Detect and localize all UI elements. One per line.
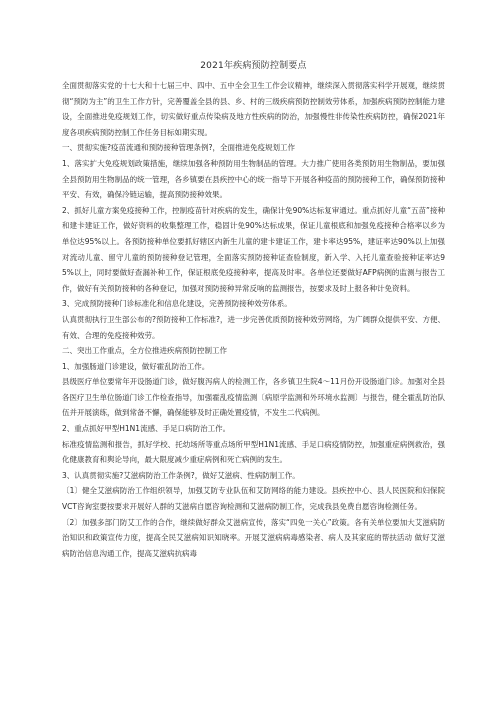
paragraph-1-1: 1、落实扩大免疫规划政策措施，继续加强各种预防用生物制品的管理。大力推广使用各类预防用生物制品，要加强全县预防用生物制品的统一管理，各乡镇要在县疾控中心的统一指导下开展各种疫苗的预防接种工作，确保预防接种平安、有效，确保冷链运输，提高预防接种效果。 [62, 158, 445, 200]
document-title: 2021年疾病预防控制要点 [200, 61, 307, 71]
paragraph-1-3: 3、完成预防接种门诊标准化和信息化建设，完善预防接种效劳体系。 [62, 299, 292, 309]
paragraph-2-2: 2、重点抓好甲型H1N1流感、手足口病防治工作。 [62, 424, 231, 434]
paragraph-1-2: 2、抓好儿童方案免疫接种工作，控制疫苗针对疾病的发生，确保计免90%达标复审通过。重点抓好儿童“五苗”接种和建卡建证工作，做好资料的收集整理工作，稳固计免90%达标成果，保证儿童根底和加强免疫接种合格率以乡为单位达95%以上。各预防接种单位要抓好辖区内新生儿童的建卡建证工作，建卡率达95%，建证率达90%以上加强对流动儿童、留守儿童的预防接种登记管理，全面落实预防接种证查验制度，新入学、入托儿童查验接种证率达95%以上，同时要做好查漏补种工作，保证根底免疫接种率，提高及时率。各单位还要做好AFP病例的监测与报告工作，做好有关预防接种的各种登记，加强对预防接种异常反响的监测报告，按要求及时上报各种计免资料。 [62, 205, 445, 293]
section-heading-1: 一、贯彻实施?疫苗流通和预防接种管理条例?，全面推进免疫规划工作 [62, 143, 295, 153]
paragraph-2-1: 1、加强肠道门诊建设，做好霍乱防治工作。 [62, 361, 210, 371]
paragraph-2-2-detail: 标准疫情监测和报告，抓好学校、托幼场所等重点场所甲型H1N1流感、手足口病疫情防控，加强重症病例救治，强化健康教育和舆论导向，最大限度减少重症病例和死亡病例的发生。 [62, 439, 445, 465]
paragraph-2-3-item-2: 〔2〕加强多部门防艾工作的合作，继续做好群众艾滋病宣传，落实“四免一关心”政策。各有关单位要加大艾滋病防治知识和政策宣传力度，提高全民艾滋病知识知晓率。开展艾滋病病毒感染者、病人及其家庭的帮扶活动 做好艾滋病防治信息沟通工作，提高艾滋病抗病毒 [62, 517, 445, 558]
paragraph-2-3: 3、认真贯彻实施?艾滋病防治工作条例?，做好艾滋病、性病防制工作。 [62, 470, 300, 480]
paragraph-intro: 全面贯彻落实党的十七大和十七届三中、四中、五中全会卫生工作会议精神，继续深入贯彻落实科学开展观，继续贯彻“预防为主”的卫生工作方针，完善覆盖全县的县、乡、村的三级疾病预防控制效劳体系，加强疾病预防控制能力建设，全面推进免疫规划工作，切实做好重点传染病及地方性疾病的防治，加强慢性非传染性疾病防控，确保2021年度各项疾病预防控制工作任务目标如期实现。 [62, 81, 445, 137]
paragraph-2-3-item-1: 〔1〕健全艾滋病防治工作组织领导，加强艾防专业队伍和艾防网络的能力建设。县疾控中心、县人民医院和妇保院VCT咨询室要按要求开展好人群的艾滋病自愿咨询检测和艾滋病防制工作，完成我县免费自愿咨询检测任务。 [62, 486, 445, 512]
paragraph-1-3-detail: 认真贯彻执行卫生部公布的?预防接种工作标准?，进一步完善优质预防接种效劳网络，为广阔群众提供平安、方便、有效、合理的免疫接种效劳。 [62, 314, 445, 340]
section-heading-2: 二、突出工作重点，全方位推进疾病预防控制工作 [62, 346, 227, 356]
paragraph-2-1-detail: 县级医疗单位要常年开设肠道门诊，做好腹泻病人的检测工作，各乡镇卫生院4～11月份开设肠道门诊。加强对全县各医疗卫生单位肠道门诊工作检查指导，加强霍乱疫情监测〔病原学监测和外环境水监测〕与报告，健全霍乱防治队伍并开展演练，做到常备不懈，确保能够及时正确处置疫情，不发生二代病例。 [62, 377, 445, 418]
